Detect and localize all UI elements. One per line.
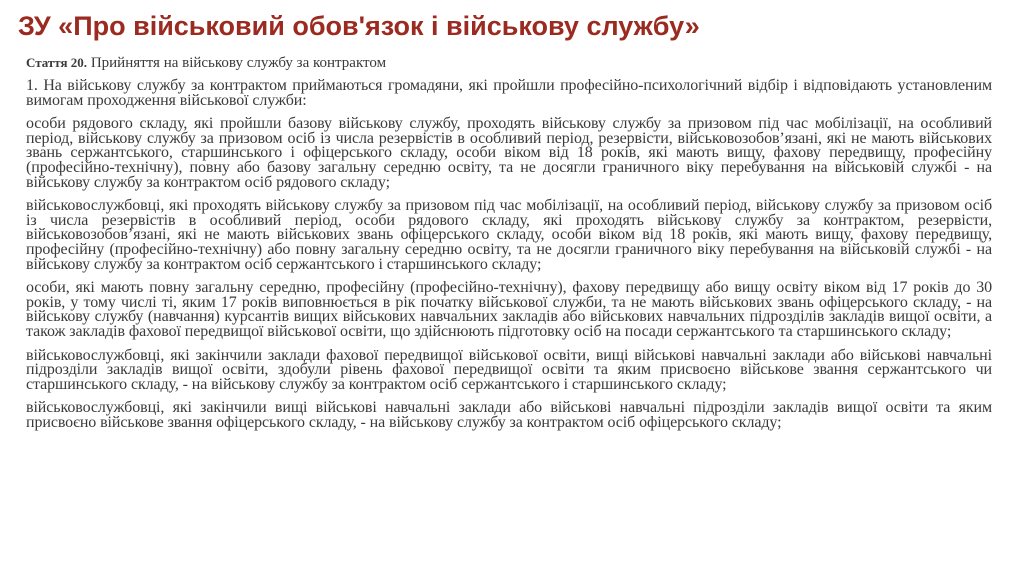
paragraph-graduates-officer: військовослужбовці, які закінчили вищі військові навчальні заклади або військові навчальні підрозділи закладів вищої освіти та яким присвоєно військове звання офіцерського складу, - на військову службу за контрактом осіб офіцерського складу;	[26, 399, 992, 431]
paragraph-sergeants: військовослужбовці, які проходять військову службу за призовом під час мобілізації, на особливий період, військову службу за призовом осіб із числа резервістів в особливий період, особи рядового складу, які проходять військову службу за контрактом, резервісти, військовозобов’язані, які не мають військових звань офіцерського складу, особи віком від 18 років, які мають вищу, фахову передвищу, професійну (професійно-технічну) або повну загальну середню освіту, та не досягли граничного віку перебування на військовій службі - на військову службу за контрактом осіб сержантського і старшинського складу;	[26, 197, 992, 273]
law-excerpt	[26, 54, 992, 430]
article-number: Стаття 20.	[26, 55, 88, 70]
paragraph-rank-and-file: особи рядового складу, які пройшли базову військову службу, проходять військову службу за призовом під час мобілізації, на особливий період, військову службу за призовом осіб із числа резервістів в особливий період, резервісти, військовозобов’язані, які не мають військових звань сержантського, старшинського і офіцерського складу, особи віком від 18 років, які мають вищу, фахову передвищу, професійну (професійно-технічну), повну або базову загальну середню освіту, та не досягли граничного віку перебування на військовій службі - на військову службу за контрактом осіб рядового складу;	[26, 115, 992, 191]
paragraph-graduates-sergeant: військовослужбовці, які закінчили заклади фахової передвищої військової освіти, вищі військові навчальні заклади або військові навчальні підрозділи закладів вищої освіти, здобули рівень фахової передвищої освіти та яким присвоєно військове звання сержантського чи старшинського складу, - на військову службу за контрактом осіб сержантського і старшинського складу;	[26, 346, 992, 393]
paragraph-intro: 1. На військову службу за контрактом приймаються громадяни, які пройшли професійно-психологічний відбір і відповідають установленим вимогам проходження військової служби:	[26, 77, 992, 109]
slide-title: ЗУ «Про військовий обов'язок і військову службу»	[18, 11, 700, 41]
article-heading	[26, 54, 992, 72]
paragraph-cadets: особи, які мають повну загальну середню, професійну (професійно-технічну), фахову передвищу або вищу освіту віком від 17 років до 30 років, у тому числі ті, яким 17 років виповнюється в рік початку військової служби, та не мають військових звань офіцерського складу, - на військову службу (навчання) курсантів вищих військових навчальних закладів або військових навчальних підрозділів закладів вищої освіти, а також закладів фахової передвищої військової освіти, що здійснюють підготовку осіб на посади сержантського та старшинського складу;	[26, 279, 992, 340]
article-title: Прийняття на військову службу за контрактом	[87, 55, 387, 71]
